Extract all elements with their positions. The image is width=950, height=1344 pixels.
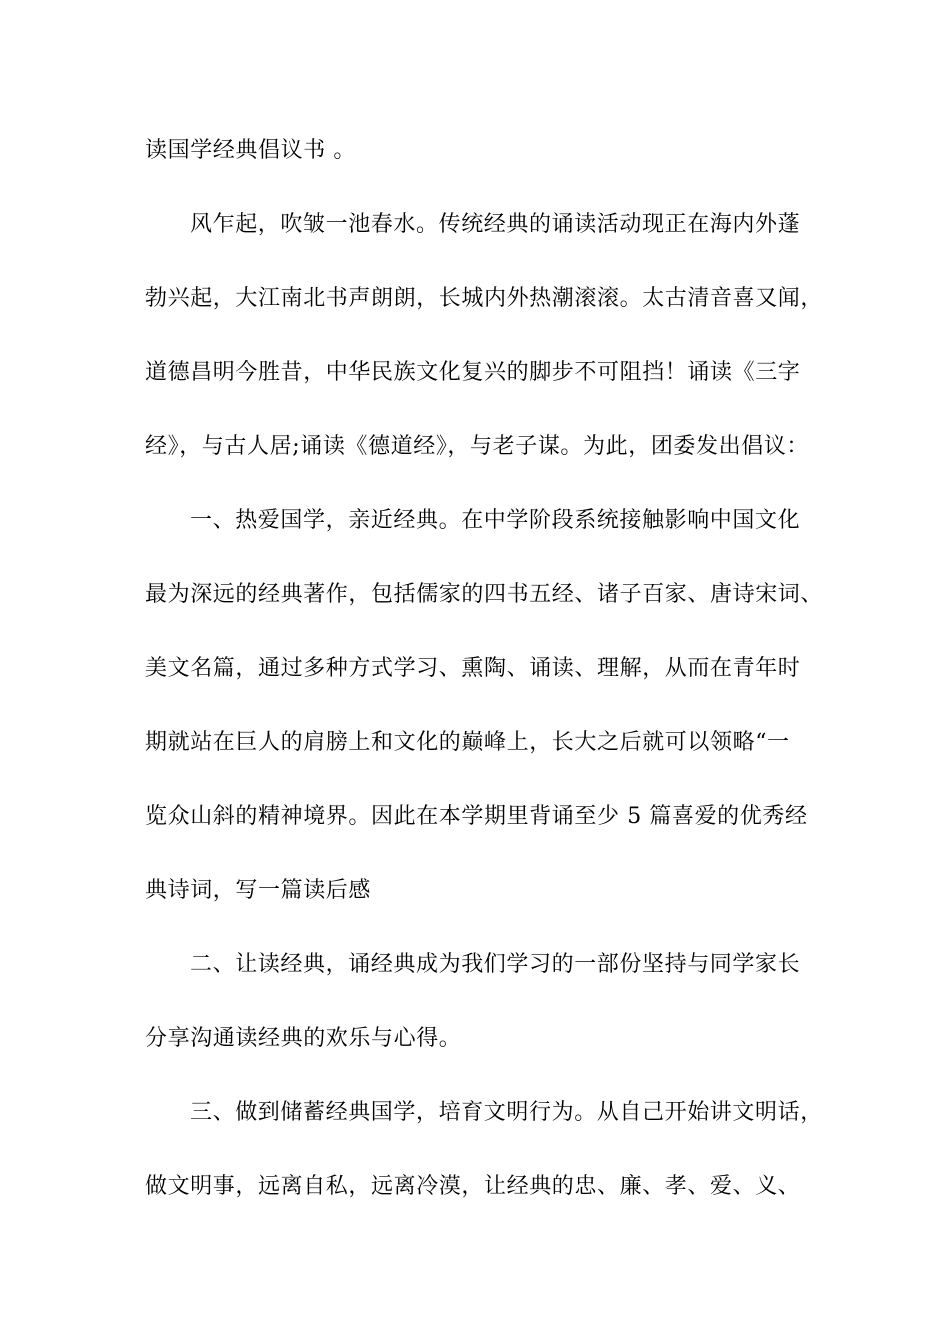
text-line: 做文明事，远离自私，远离冷漠，让经典的忠、廉、孝、爱、义、 <box>145 1174 801 1199</box>
text-line: 分享沟通读经典的欢乐与心得。 <box>145 1026 462 1051</box>
paragraph-first-line: 三、做到储蓄经典国学，培育文明行为。从自己开始讲文明话， <box>190 1100 823 1125</box>
text-line: 勃兴起，大江南北书声朗朗，长城内外热潮滚滚。太古清音喜又闻， <box>145 286 824 311</box>
text-line: 最为深远的经典著作，包括儒家的四书五经、诸子百家、唐诗宋词、 <box>145 582 824 607</box>
text-line: 经》，与古人居;诵读《德道经》，与老子谋。为此，团委发出倡议： <box>145 434 810 459</box>
paragraph-first-line: 一、热爱国学，亲近经典。在中学阶段系统接触影响中国文化 <box>190 508 801 533</box>
paragraph-first-line: 风乍起，吹皱一池春水。传统经典的诵读活动现正在海内外蓬 <box>190 212 801 237</box>
text-line: 典诗词，写一篇读后感 <box>145 878 372 903</box>
text-line: 览众山斜的精神境界。因此在本学期里背诵至少 5 篇喜爱的优秀经 <box>145 804 808 829</box>
text-line: 美文名篇，通过多种方式学习、熏陶、诵读、理解，从而在青年时 <box>145 656 801 681</box>
text-line: 读国学经典倡议书 。 <box>145 138 356 163</box>
text-line: 期就站在巨人的肩膀上和文化的巅峰上，长大之后就可以领略“一 <box>145 730 790 755</box>
text-line: 道德昌明今胜昔，中华民族文化复兴的脚步不可阻挡！诵读《三字 <box>145 360 801 385</box>
paragraph-first-line: 二、让读经典，诵经典成为我们学习的一部份坚持与同学家长 <box>190 952 801 977</box>
